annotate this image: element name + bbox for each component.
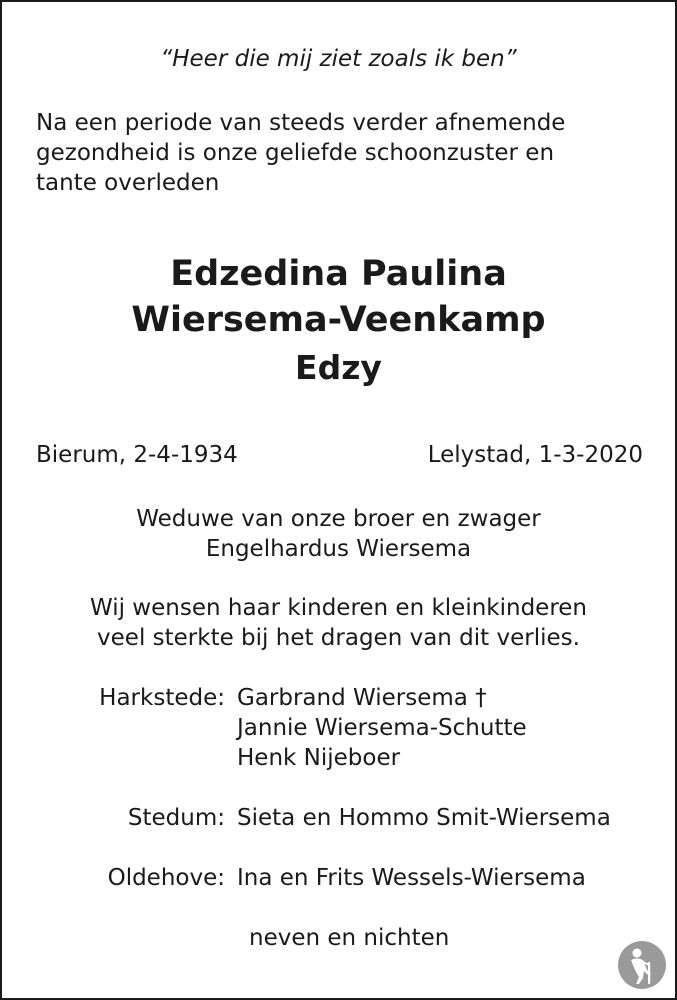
- first-names: Edzedina Paulina: [170, 254, 507, 294]
- wish-line: Wij wensen haar kinderen en kleinkinderen: [89, 595, 588, 621]
- widow-line: Weduwe van onze broer en zwager: [136, 506, 541, 532]
- intro-text: [36, 108, 645, 198]
- nickname: Edzy: [295, 348, 382, 387]
- family-names: [237, 683, 527, 773]
- nephews-nieces: neven en nichten: [249, 925, 450, 951]
- family-place: Stedum:: [127, 805, 225, 831]
- surname: Wiersema-Veenkamp: [131, 300, 546, 340]
- deceased-name: [2, 251, 675, 391]
- family-member: Jannie Wiersema-Schutte: [237, 715, 527, 741]
- family-names: [237, 803, 611, 833]
- family-member: Garbrand Wiersema †: [237, 685, 487, 711]
- family-place: Harkstede:: [99, 685, 225, 711]
- family-group-stedum: [37, 803, 611, 833]
- family-place: Oldehove:: [107, 865, 225, 891]
- family-group-oldehove: [37, 863, 586, 893]
- opening-quote: “Heer die mij ziet zoals ik ben”: [160, 46, 517, 72]
- intro-line: gezondheid is onze geliefde schoonzuster en: [36, 140, 555, 166]
- death-date: Lelystad, 1-3-2020: [427, 442, 643, 468]
- family-member: Sieta en Hommo Smit-Wiersema: [237, 805, 611, 831]
- life-dates: [36, 442, 643, 468]
- condolence-wish: [2, 593, 675, 653]
- family-member: Ina en Frits Wessels-Wiersema: [237, 865, 586, 891]
- intro-line: Na een periode van steeds verder afnemende: [36, 110, 566, 136]
- birth-date: Bierum, 2-4-1934: [36, 442, 238, 468]
- family-member: Henk Nijeboer: [237, 745, 401, 771]
- widow-line: Engelhardus Wiersema: [205, 536, 472, 562]
- family-names: [237, 863, 586, 893]
- widow-note: [2, 504, 675, 564]
- family-group-harkstede: [37, 683, 527, 773]
- memorial-figure-icon: [617, 940, 667, 990]
- wish-line: veel sterkte bij het dragen van dit verlies.: [97, 625, 580, 651]
- intro-line: tante overleden: [36, 170, 220, 196]
